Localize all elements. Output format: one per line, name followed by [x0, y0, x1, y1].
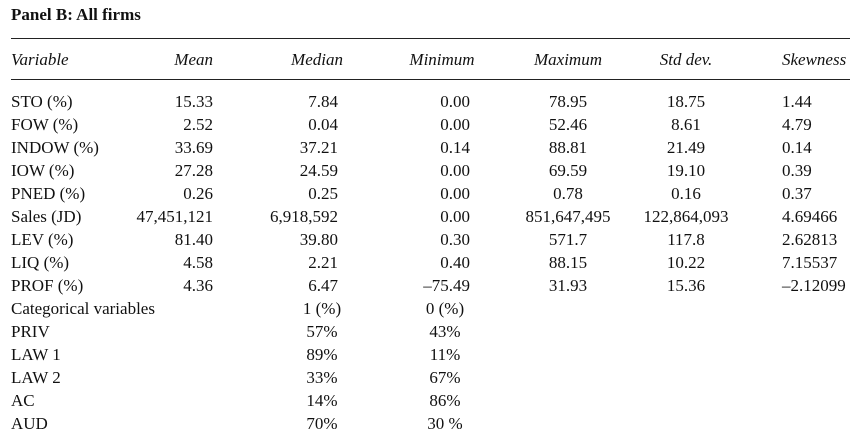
- cell-variable: AC: [11, 391, 35, 410]
- header-variable: Variable: [11, 50, 69, 69]
- cell-maximum: 31.93: [548, 276, 588, 295]
- top-rule: [11, 38, 850, 39]
- cell-mean: 2.52: [183, 115, 213, 134]
- cell-skewness: 2.62813: [782, 230, 838, 249]
- cell-maximum: 69.59: [548, 161, 588, 180]
- cell-minimum: 0.00: [440, 184, 470, 203]
- cell-variable: PROF (%): [11, 276, 84, 295]
- cell-col1: 57%: [306, 322, 338, 341]
- cell-skewness: 4.69466: [782, 207, 838, 226]
- cell-variable: Sales (JD): [11, 207, 82, 226]
- cell-std-dev: 8.61: [671, 115, 701, 134]
- cell-mean: 81.40: [174, 230, 213, 249]
- header-mean: Mean: [174, 50, 213, 69]
- cell-variable: FOW (%): [11, 115, 79, 134]
- cell-std-dev: 18.75: [666, 92, 706, 111]
- cell-median: 0.25: [308, 184, 338, 203]
- cell-variable: PRIV: [11, 322, 50, 341]
- cell-variable: LAW 2: [11, 368, 61, 387]
- panel-title: Panel B: All firms: [11, 5, 141, 24]
- cell-variable: INDOW (%): [11, 138, 99, 157]
- cell-minimum: 0.40: [440, 253, 470, 272]
- cell-median: 2.21: [308, 253, 338, 272]
- cell-col1: 70%: [306, 414, 338, 433]
- cell-variable: PNED (%): [11, 184, 86, 203]
- cell-variable: AUD: [11, 414, 48, 433]
- cell-maximum: 571.7: [548, 230, 588, 249]
- cell-median: 37.21: [299, 138, 338, 157]
- cell-minimum: 0.00: [440, 92, 470, 111]
- cell-col2: 30 %: [427, 414, 463, 433]
- cell-maximum: 0.78: [553, 184, 583, 203]
- cell-mean: 0.26: [183, 184, 213, 203]
- cell-variable: STO (%): [11, 92, 73, 111]
- cell-minimum: 0.00: [440, 161, 470, 180]
- cell-col2: 11%: [429, 345, 461, 364]
- cell-maximum: 78.95: [548, 92, 588, 111]
- cell-minimum: 0.00: [440, 115, 470, 134]
- cell-maximum: 851,647,495: [525, 207, 611, 226]
- cell-col1: 14%: [306, 391, 338, 410]
- cell-mean: 4.58: [183, 253, 213, 272]
- cell-std-dev: 117.8: [667, 230, 705, 249]
- header-std-dev: Std dev.: [659, 50, 713, 69]
- cell-skewness: 4.79: [782, 115, 812, 134]
- cell-variable: LAW 1: [11, 345, 61, 364]
- cell-std-dev: 19.10: [666, 161, 706, 180]
- cell-minimum: 0.30: [440, 230, 470, 249]
- cell-variable: LEV (%): [11, 230, 74, 249]
- cell-minimum: –75.49: [423, 276, 470, 295]
- cell-mean: 47,451,121: [136, 207, 213, 226]
- cell-col1: 33%: [306, 368, 338, 387]
- cell-skewness: –2.12099: [782, 276, 846, 295]
- cell-col1: 89%: [306, 345, 338, 364]
- header-median: Median: [291, 50, 343, 69]
- header-maximum: Maximum: [534, 50, 602, 69]
- cell-std-dev: 15.36: [666, 276, 706, 295]
- cell-median: 0.04: [308, 115, 338, 134]
- cell-minimum: 0.14: [440, 138, 470, 157]
- cell-maximum: 52.46: [548, 115, 588, 134]
- categorical-col2-header: 0 (%): [425, 299, 465, 318]
- cell-variable: IOW (%): [11, 161, 75, 180]
- header-skewness: Skewness: [782, 50, 847, 69]
- cell-median: 24.59: [299, 161, 338, 180]
- categorical-col1-header: 1 (%): [302, 299, 342, 318]
- header-rule: [11, 79, 850, 80]
- cell-minimum: 0.00: [440, 207, 470, 226]
- cell-median: 6.47: [308, 276, 338, 295]
- categorical-label: Categorical variables: [11, 299, 155, 318]
- cell-median: 6,918,592: [270, 207, 338, 226]
- cell-median: 7.84: [308, 92, 338, 111]
- cell-skewness: 0.14: [782, 138, 812, 157]
- cell-maximum: 88.81: [548, 138, 588, 157]
- cell-maximum: 88.15: [548, 253, 588, 272]
- cell-std-dev: 0.16: [671, 184, 701, 203]
- cell-std-dev: 21.49: [666, 138, 706, 157]
- cell-mean: 33.69: [174, 138, 213, 157]
- cell-mean: 4.36: [183, 276, 213, 295]
- cell-mean: 27.28: [174, 161, 213, 180]
- cell-skewness: 0.37: [782, 184, 812, 203]
- header-minimum: Minimum: [409, 50, 475, 69]
- cell-col2: 43%: [429, 322, 461, 341]
- cell-skewness: 7.15537: [782, 253, 838, 272]
- cell-col2: 86%: [429, 391, 461, 410]
- cell-median: 39.80: [299, 230, 338, 249]
- cell-col2: 67%: [429, 368, 461, 387]
- cell-std-dev: 122,864,093: [643, 207, 729, 226]
- cell-std-dev: 10.22: [666, 253, 706, 272]
- cell-skewness: 1.44: [782, 92, 812, 111]
- cell-variable: LIQ (%): [11, 253, 70, 272]
- cell-mean: 15.33: [174, 92, 213, 111]
- cell-skewness: 0.39: [782, 161, 812, 180]
